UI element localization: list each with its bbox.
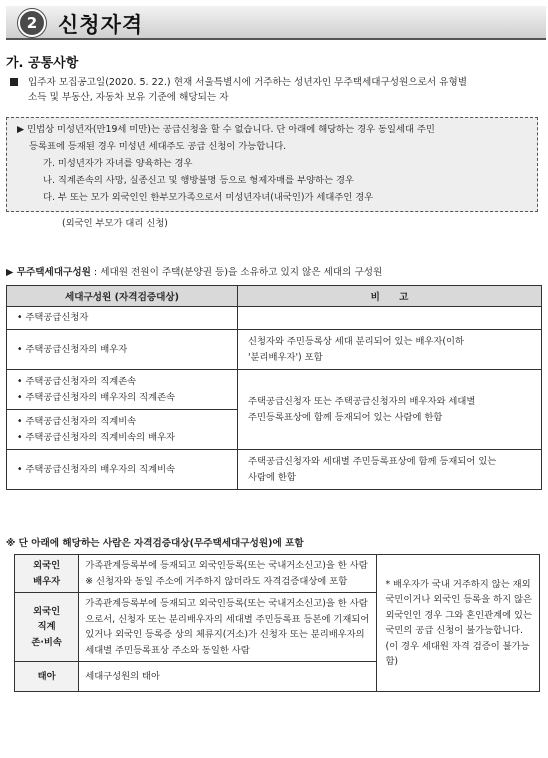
table-row (7, 450, 542, 490)
minor-notice-line2: 등록표에 등재된 경우 미성년 세대주도 공급 신청이 가능합니다. (29, 141, 287, 152)
table-cell-line: • 주택공급신청자의 배우자의 직계존속 (17, 391, 176, 403)
minor-notice-line1: ▶ 민법상 미성년자(만19세 미만)는 공급신청을 할 수 없습니다. 단 아래에 해당하는 경우 동일세대 주민 (17, 124, 435, 135)
row-heading: 태아 (15, 662, 79, 692)
common-requirement-line2: 소득 및 부동산, 자동차 보유 기준에 해당되는 자 (28, 92, 229, 103)
table-header-row (7, 286, 542, 307)
table-row (7, 307, 542, 330)
table-cell (7, 370, 238, 410)
household-definition (6, 264, 382, 278)
table-cell: 세대구성원의 태아 (79, 662, 377, 692)
table-cell (238, 307, 542, 330)
section-header (6, 6, 546, 40)
table-header: 비 고 (238, 286, 542, 307)
section-title: 신청자격 (58, 13, 144, 37)
table-note-line: '분리배우자') 포함 (248, 351, 323, 363)
table-side-note: * 배우자가 국내 거주하지 않는 재외국민이거나 외국인 등록을 하지 않은 외국인인 경우 그와 혼인관계에 있는 국민의 공급 신청이 불가능합니다. (이 경우 세대원 자격 검증이 불가능함) (377, 555, 540, 692)
table-cell-text: 가족관계등록부에 등재되고 외국인등록(또는 국내거소신고)을 한 사람 (85, 560, 368, 571)
table-cell-subnote: ※ 신청자와 동일 주소에 거주하지 않더라도 자격검증대상에 포함 (85, 575, 348, 587)
minor-notice-item: 다. 부 또는 모가 외국인인 한부모가족으로서 미성년자녀(내국인)가 세대주인 경우 (43, 192, 374, 203)
table-cell (7, 410, 238, 450)
section-number-badge: 2 (18, 9, 46, 37)
household-member-table (6, 285, 542, 490)
common-requirement-line1: 입주자 모집공고일(2020. 5. 22.) 현재 서울특별시에 거주하는 성년자인 무주택세대구성원으로서 유형별 (28, 77, 467, 88)
subsection-title: 가. 공통사항 (6, 56, 79, 71)
table-note-line: 사람에 한함 (248, 471, 296, 483)
table-cell-line: • 주택공급신청자의 직계비속의 배우자 (17, 431, 176, 443)
minor-notice-item-sub: (외국인 부모가 대리 신청) (62, 218, 168, 229)
table-note-line: 신청자와 주민등록상 세대 분리되어 있는 배우자(이하 (248, 335, 464, 347)
table-cell: • 주택공급신청자의 배우자 (7, 330, 238, 370)
table-row (7, 330, 542, 370)
table-note-line: 주택공급신청자 또는 주택공급신청자의 배우자와 세대별 (248, 395, 476, 407)
square-bullet-icon (10, 78, 18, 86)
minor-notice-item: 나. 직계존속의 사망, 실종신고 및 행방불명 등으로 형제자매를 부양하는 경우 (43, 175, 354, 186)
table-cell-line: • 주택공급신청자의 직계존속 (17, 375, 137, 387)
household-definition-label: ▶ 무주택세대구성원 (6, 267, 91, 278)
common-requirement (10, 75, 540, 105)
row-heading: 외국인 배우자 (15, 555, 79, 593)
table-row (15, 555, 540, 593)
household-definition-text: : 세대원 전원이 주택(분양권 등)을 소유하고 있지 않은 세대의 구성원 (90, 267, 383, 278)
table-cell (238, 450, 542, 490)
minor-notice-item: 가. 미성년자가 자녀를 양육하는 경우 (43, 158, 193, 169)
table-note-line: 주택공급신청자와 세대별 주민등록표상에 함께 등재되어 있는 (248, 455, 497, 467)
table-row (7, 370, 542, 410)
foreign-member-table (14, 554, 540, 692)
table-cell: 가족관계등록부에 등재되고 외국인등록(또는 국내거소신고)을 한 사람으로서, 신청자 또는 분리배우자의 세대별 주민등록표 등본에 기재되어 있거나 외국인 등록증 상의 체류지(거소)가 신청자 또는 분리배우자의 세대별 주민등록표상 주소와 동일한 사람 (79, 593, 377, 662)
row-heading: 외국인 직계 존·비속 (15, 593, 79, 662)
table-cell (238, 370, 542, 450)
table-cell (238, 330, 542, 370)
table-cell: • 주택공급신청자의 배우자의 직계비속 (7, 450, 238, 490)
table-cell (79, 555, 377, 593)
table-header: 세대구성원 (자격검증대상) (7, 286, 238, 307)
inclusion-note: ※ 단 아래에 해당하는 사람은 자격검증대상(무주택세대구성원)에 포함 (6, 538, 304, 549)
table-cell-line: • 주택공급신청자의 직계비속 (17, 415, 137, 427)
table-cell: • 주택공급신청자 (7, 307, 238, 330)
minor-notice-box (6, 117, 538, 212)
table-note-line: 주민등록표상에 함께 등재되어 있는 사람에 한함 (248, 411, 443, 423)
